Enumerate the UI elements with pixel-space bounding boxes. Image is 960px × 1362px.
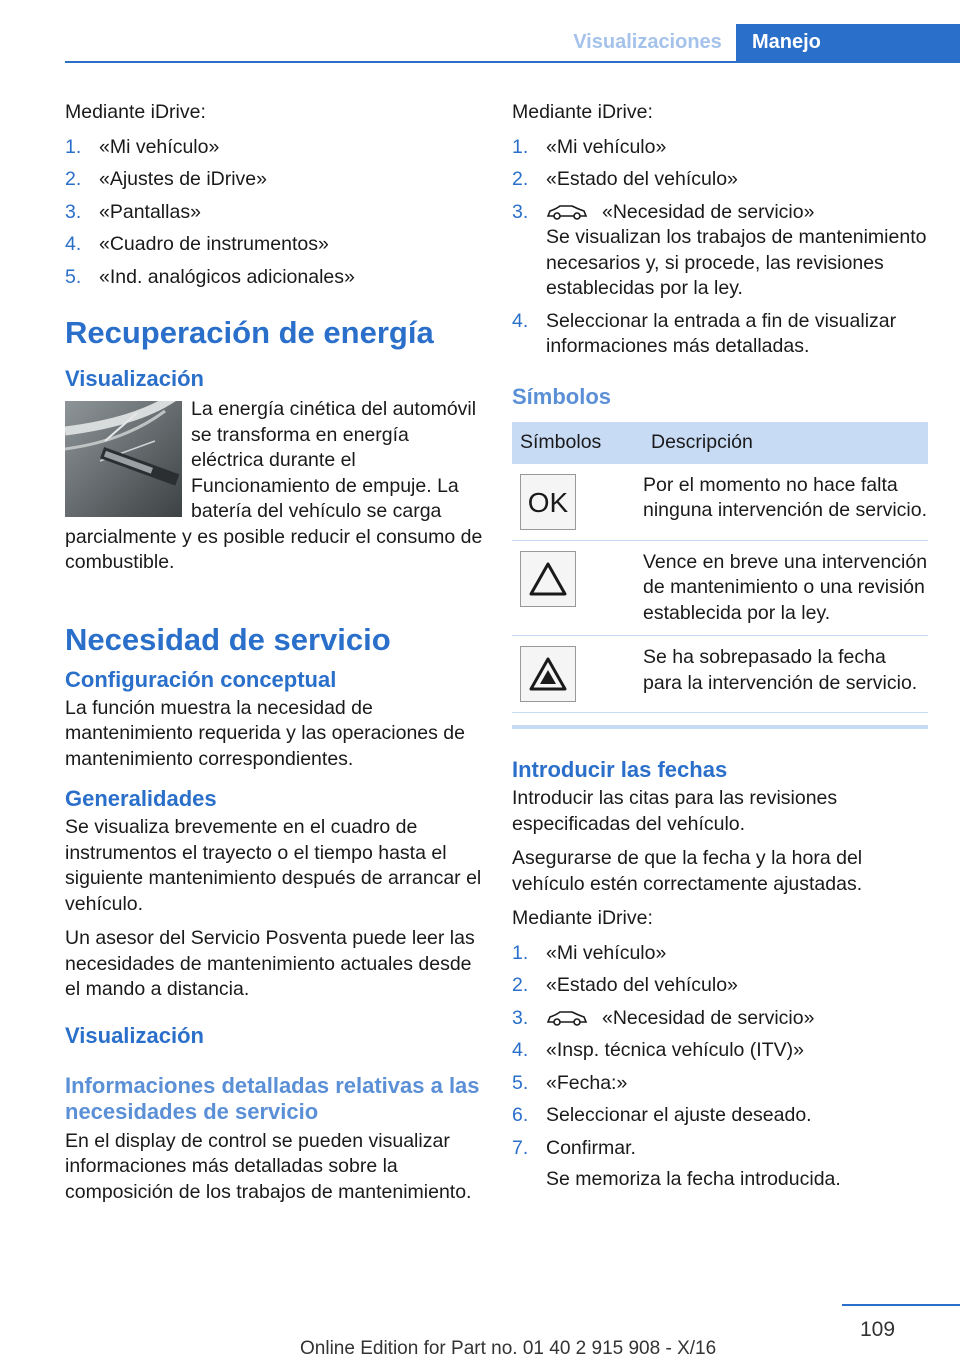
step-text: «Mi vehículo» [546,941,667,964]
list-item [65,265,483,291]
symbols-table [512,422,928,714]
step-number: 1. [512,941,529,964]
step-number: 1. [512,135,529,158]
step-list [65,135,483,291]
description-cell: Por el momento no hace falta ninguna intervención de servicio. [643,464,928,541]
step-text: «Ajustes de iDrive» [99,168,267,190]
step-text: «Estado del vehículo» [546,168,738,190]
generalidades-text-1: Se visualiza brevemente en el cuadro de instrumentos el trayecto o el tiempo hasta el siguiente mantenimiento después de arrancar el vehículo. [65,816,482,915]
list-item [512,1006,930,1032]
recuperacion-block [65,395,483,585]
step-number: 1. [65,135,82,158]
idrive-intro-2: Mediante iDrive: [512,907,653,929]
step-number: 3. [512,1006,529,1029]
section-title-recuperacion: Recuperación de energía [65,315,434,350]
step-text: «Fecha:» [546,1071,628,1094]
header-rule [65,61,960,63]
info-text: En el display de control se pueden visualizar informaciones más detalladas sobre la composición de los trabajos de mantenimiento. [65,1129,472,1203]
edition-note: Online Edition for Part no. 01 40 2 915 908 - X/16 [300,1338,717,1359]
step-number: 5. [512,1071,529,1094]
overdue-triangle-icon [520,646,576,702]
step-number: 7. [512,1136,529,1159]
section-title-necesidad: Necesidad de servicio [65,621,391,657]
symbol-cell [512,540,643,636]
symbol-cell [512,636,643,713]
step-text: «Cuadro de instrumentos» [99,233,329,255]
description-cell: Se ha sobrepasado la fecha para la intervención de servicio. [643,636,928,713]
step-number: 2. [512,974,529,996]
column-header-symbols: Símbolos [512,422,643,464]
list-item [512,1071,930,1097]
list-item [512,1038,930,1064]
list-item [512,309,930,360]
step-text: «Estado del vehículo» [546,974,738,996]
step-subtext: Se memoriza la fecha introducida. [546,1168,841,1190]
table-row [512,464,928,541]
right-column [512,100,930,1202]
generalidades-text-2: Un asesor del Servicio Posventa puede leer las necesidades de mantenimiento actuales desde el mando a distancia. [65,927,475,1000]
step-text: Seleccionar el ajuste deseado. [546,1104,812,1126]
subsection-title-generalidades: Generalidades [65,786,217,811]
config-text: La función muestra la necesidad de mantenimiento requerida y las operaciones de mantenimiento correspondientes. [65,696,465,770]
list-item [65,167,483,193]
subsection-title-configuracion: Configuración conceptual [65,666,337,692]
list-item [512,973,930,999]
step-list [512,135,930,360]
list-item [512,135,930,161]
table-end-rule [512,725,928,729]
idrive-intro: Mediante iDrive: [512,101,653,123]
step-text: «Ind. analógicos adicionales» [99,265,355,288]
fechas-text-2: Asegurarse de que la fecha y la hora del vehículo estén correctamente ajustadas. [512,847,863,895]
subsection-title-simbolos: Símbolos [512,383,612,409]
list-item [512,1103,930,1129]
list-item [65,135,483,161]
warning-triangle-icon [520,551,576,607]
car-service-icon [546,1009,588,1027]
list-item [65,200,483,226]
step-number: 4. [65,233,82,255]
symbol-cell [512,464,643,541]
list-item [512,167,930,193]
table-header-row [512,422,928,464]
table-row [512,540,928,636]
list-item [512,200,930,302]
svg-text:OK: OK [527,486,569,517]
step-text: «Pantallas» [99,200,201,223]
step-text: Seleccionar la entrada a fin de visualizar informaciones más detalladas. [546,309,897,357]
step-number: 5. [65,265,82,288]
step-text: «Mi vehículo» [99,135,220,158]
list-item [512,1136,930,1193]
step-number: 4. [512,1039,529,1061]
subsection-title-fechas: Introducir las fechas [512,757,728,782]
column-header-description: Descripción [643,422,928,464]
step-text: «Necesidad de servicio» [602,200,815,223]
header-chapter-tab: Manejo [736,24,960,61]
list-item [512,941,930,967]
gauge-image [65,401,182,517]
idrive-intro: Mediante iDrive: [65,101,206,123]
step-number: 2. [65,168,82,190]
step-number: 3. [512,200,529,223]
step-number: 6. [512,1104,529,1126]
step-text: «Necesidad de servicio» [602,1006,815,1029]
fechas-text-1: Introducir las citas para las revisiones especificadas del vehículo. [512,787,838,835]
step-text: Confirmar. [546,1136,636,1159]
car-service-icon [546,203,588,221]
footer-rule [842,1304,960,1306]
ok-icon [520,474,576,530]
left-column [65,100,483,1214]
step-subtext: Se visualizan los trabajos de mantenimiento necesarios y, si procede, las revisiones establecidas por la ley. [546,226,927,299]
recuperacion-text: La energía cinética del automóvil se transforma en energía eléctrica durante el Funcionamiento de empuje. La batería del vehículo se carga parcialmente y es posible reducir el consumo de combustible. [65,398,483,573]
subsubsection-title-info: Informaciones detalladas relativas a las necesidades de servicio [65,1072,480,1124]
table-row [512,636,928,713]
step-text: «Mi vehículo» [546,135,667,158]
step-list-2 [512,941,930,1193]
step-number: 3. [65,200,82,223]
step-number: 2. [512,168,529,190]
subsection-title-visualizacion-2: Visualización [65,1022,204,1048]
step-number: 4. [512,309,529,332]
page-number: 109 [860,1318,896,1341]
list-item [65,232,483,258]
header-section-tab: Visualizaciones [573,31,722,53]
step-text: «Insp. técnica vehículo (ITV)» [546,1039,804,1061]
subsection-title-visualizacion: Visualización [65,366,204,391]
description-cell: Vence en breve una intervención de mantenimiento o una revisión establecida por la ley. [643,540,928,636]
